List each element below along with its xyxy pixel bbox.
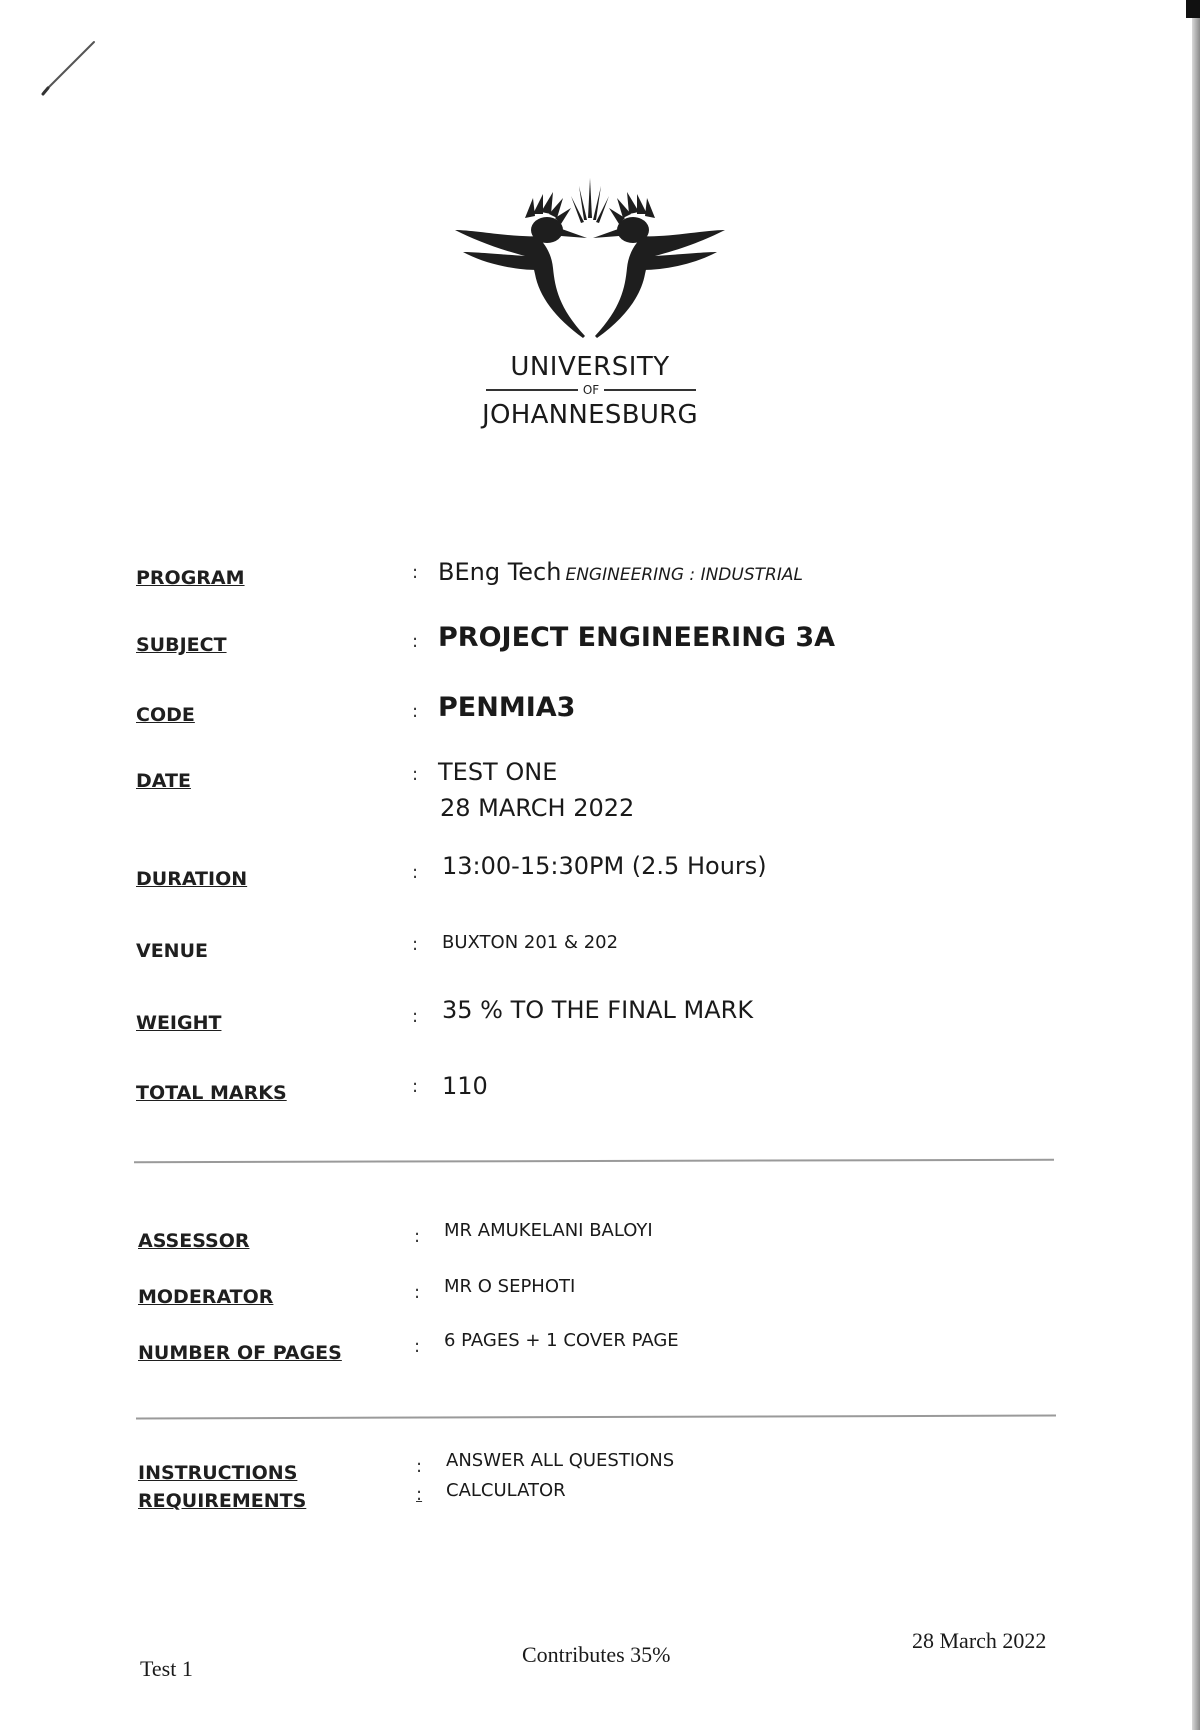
field-separator: : bbox=[412, 701, 419, 722]
field-subject bbox=[0, 622, 1200, 662]
field-separator: : bbox=[414, 1336, 421, 1357]
field-value-total-marks: 110 bbox=[442, 1072, 488, 1100]
field-separator: : bbox=[416, 1456, 423, 1477]
program-degree: BEng Tech bbox=[438, 558, 562, 586]
field-label-number-of-pages: NUMBER OF PAGES bbox=[138, 1342, 342, 1364]
field-value-instructions: ANSWER ALL QUESTIONS bbox=[446, 1450, 675, 1471]
program-discipline: ENGINEERING : INDUSTRIAL bbox=[565, 565, 803, 585]
field-label-weight: WEIGHT bbox=[136, 1012, 222, 1034]
field-label-code: CODE bbox=[136, 704, 195, 726]
of-right-rule bbox=[604, 389, 696, 391]
footer-contribution: Contributes 35% bbox=[522, 1642, 671, 1667]
field-value-program bbox=[438, 558, 803, 586]
field-label-total-marks: TOTAL MARKS bbox=[136, 1082, 287, 1104]
field-value-number-of-pages: 6 PAGES + 1 COVER PAGE bbox=[444, 1330, 679, 1351]
field-label-program: PROGRAM bbox=[136, 567, 245, 589]
field-label-date: DATE bbox=[136, 770, 191, 792]
field-moderator bbox=[0, 1274, 1200, 1314]
scan-corner-artifact bbox=[1186, 0, 1200, 18]
field-venue bbox=[0, 930, 1200, 970]
field-separator: : bbox=[416, 1484, 423, 1505]
field-total-marks bbox=[0, 1072, 1200, 1112]
field-value-assessor: MR AMUKELANI BALOYI bbox=[444, 1220, 653, 1241]
section-divider bbox=[134, 1159, 1054, 1163]
field-value-venue: BUXTON 201 & 202 bbox=[442, 932, 619, 953]
field-date bbox=[0, 758, 1200, 838]
field-separator: : bbox=[412, 934, 419, 955]
field-separator: : bbox=[412, 1006, 419, 1027]
field-label-requirements: REQUIREMENTS bbox=[138, 1490, 307, 1512]
field-value-weight: 35 % TO THE FINAL MARK bbox=[442, 996, 754, 1024]
field-value-duration: 13:00-15:30PM (2.5 Hours) bbox=[442, 852, 767, 880]
field-number-of-pages bbox=[0, 1328, 1200, 1368]
pencil-mark-icon bbox=[40, 38, 110, 98]
field-value-date-line2: 28 MARCH 2022 bbox=[440, 794, 635, 822]
field-separator: : bbox=[412, 862, 419, 883]
field-label-instructions: INSTRUCTIONS bbox=[138, 1462, 298, 1484]
field-program bbox=[0, 558, 1200, 598]
university-name-line1: UNIVERSITY bbox=[510, 352, 670, 382]
field-weight bbox=[0, 996, 1200, 1036]
field-label-assessor: ASSESSOR bbox=[138, 1230, 250, 1252]
field-value-requirements: CALCULATOR bbox=[446, 1480, 566, 1501]
field-value-date-line1: TEST ONE bbox=[438, 758, 558, 786]
section-divider bbox=[136, 1415, 1056, 1419]
field-duration bbox=[0, 852, 1200, 892]
field-separator: : bbox=[412, 631, 419, 652]
footer-test-label: Test 1 bbox=[140, 1656, 193, 1681]
field-value-moderator: MR O SEPHOTI bbox=[444, 1276, 576, 1297]
university-name-line3: JOHANNESBURG bbox=[482, 400, 698, 430]
field-separator: : bbox=[412, 1076, 419, 1097]
field-separator: : bbox=[412, 562, 419, 583]
university-name-of-row bbox=[486, 381, 696, 399]
field-separator: : bbox=[414, 1282, 421, 1303]
field-value-subject: PROJECT ENGINEERING 3A bbox=[438, 622, 836, 653]
university-crest-icon bbox=[455, 178, 725, 338]
field-label-moderator: MODERATOR bbox=[138, 1286, 274, 1308]
field-value-code: PENMIA3 bbox=[438, 692, 576, 723]
field-requirements bbox=[0, 1480, 1200, 1520]
footer-date: 28 March 2022 bbox=[912, 1628, 1047, 1653]
field-assessor bbox=[0, 1218, 1200, 1258]
field-label-venue: VENUE bbox=[136, 940, 208, 962]
field-label-subject: SUBJECT bbox=[136, 634, 227, 656]
field-separator: : bbox=[414, 1226, 421, 1247]
field-code bbox=[0, 692, 1200, 732]
field-label-duration: DURATION bbox=[136, 868, 248, 890]
university-name-of: OF bbox=[582, 383, 600, 397]
field-separator: : bbox=[412, 764, 419, 785]
of-left-rule bbox=[486, 389, 578, 391]
